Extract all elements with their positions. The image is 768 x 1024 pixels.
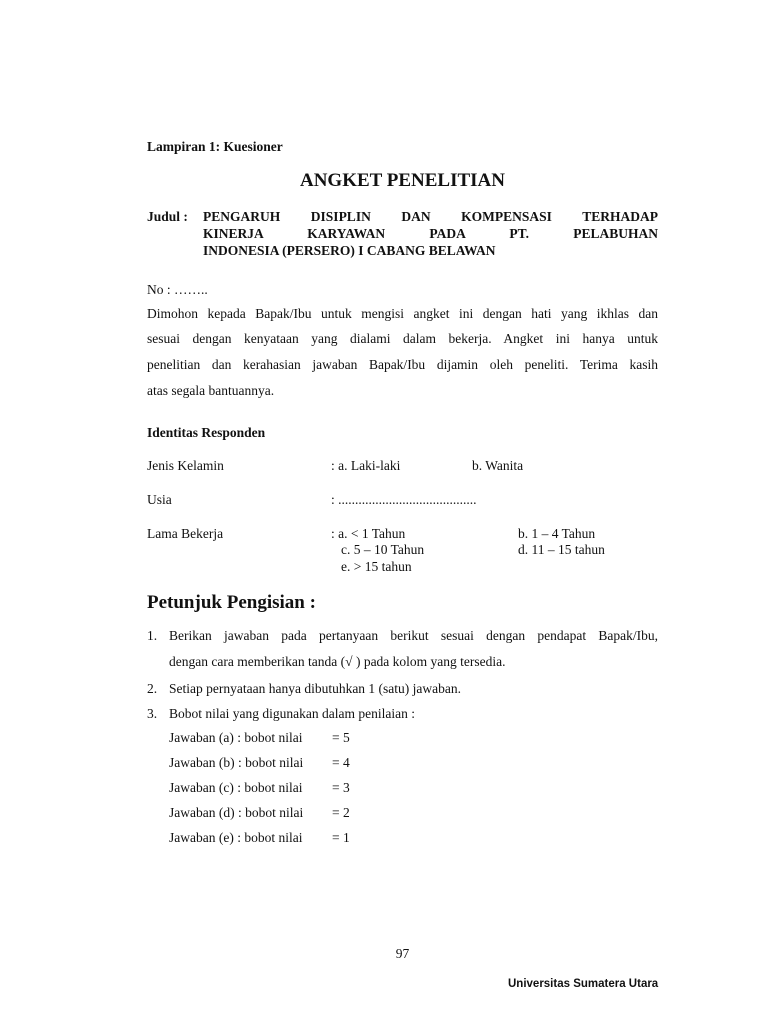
weight-c-label: Jawaban (c) : bobot nilai bbox=[169, 780, 303, 795]
instruction-1-line-1: Berikan jawaban pada pertanyaan berikut sesuai dengan pendapat Bapak/Ibu, bbox=[169, 628, 658, 643]
page-title: ANGKET PENELITIAN bbox=[299, 170, 505, 191]
intro-line-1: Dimohon kepada Bapak/Ibu untuk mengisi angket ini dengan hati yang ikhlas dan bbox=[147, 306, 658, 321]
instruction-2-text: Setiap pernyataan hanya dibutuhkan 1 (satu) jawaban. bbox=[169, 681, 462, 696]
weight-c-value: = 3 bbox=[332, 780, 350, 795]
intro-line-2: sesuai dengan kenyataan yang dialami dalam bekerja. Angket ini hanya untuk bbox=[147, 331, 658, 346]
intro-line-4: atas segala bantuannya. bbox=[147, 383, 275, 398]
page-number: 97 bbox=[395, 946, 410, 961]
gender-label: Jenis Kelamin bbox=[147, 458, 224, 473]
identity-heading: Identitas Responden bbox=[147, 425, 266, 440]
weight-a-value: = 5 bbox=[332, 730, 350, 745]
tenure-option-c: c. 5 – 10 Tahun bbox=[341, 542, 425, 557]
weight-b-label: Jawaban (b) : bobot nilai bbox=[169, 755, 304, 770]
age-value: : ......................................... bbox=[331, 492, 477, 507]
appendix-label: Lampiran 1: Kuesioner bbox=[147, 139, 283, 154]
weight-b-value: = 4 bbox=[332, 755, 350, 770]
instruction-3-number: 3. bbox=[147, 706, 158, 721]
respondent-number: No : …….. bbox=[147, 282, 208, 297]
tenure-label: Lama Bekerja bbox=[147, 526, 224, 541]
gender-option-b: b. Wanita bbox=[472, 458, 524, 473]
gender-option-a: : a. Laki-laki bbox=[331, 458, 401, 473]
judul-line-2: KINERJA KARYAWAN PADA PT. PELABUHAN bbox=[203, 226, 658, 241]
weight-d-value: = 2 bbox=[332, 805, 350, 820]
intro-line-3: penelitian dan kerahasian jawaban Bapak/Ibu dijamin oleh peneliti. Terima kasih bbox=[147, 357, 658, 372]
weight-e-value: = 1 bbox=[332, 830, 350, 845]
judul-line-1: PENGARUH DISIPLIN DAN KOMPENSASI TERHADAP bbox=[203, 209, 658, 224]
judul-line-3: INDONESIA (PERSERO) I CABANG BELAWAN bbox=[203, 243, 496, 258]
weight-a-label: Jawaban (a) : bobot nilai bbox=[169, 730, 303, 745]
instruction-3-text: Bobot nilai yang digunakan dalam penilaian : bbox=[169, 706, 415, 721]
tenure-option-e: e. > 15 tahun bbox=[341, 559, 412, 574]
weight-d-label: Jawaban (d) : bobot nilai bbox=[169, 805, 304, 820]
instruction-2-number: 2. bbox=[147, 681, 158, 696]
weight-e-label: Jawaban (e) : bobot nilai bbox=[169, 830, 303, 845]
tenure-option-a: : a. < 1 Tahun bbox=[331, 526, 406, 541]
instruction-1-number: 1. bbox=[147, 628, 158, 643]
footer-university: Universitas Sumatera Utara bbox=[508, 978, 659, 990]
instructions-heading: Petunjuk Pengisian : bbox=[147, 592, 316, 613]
tenure-option-b: b. 1 – 4 Tahun bbox=[518, 526, 596, 541]
age-label: Usia bbox=[147, 492, 172, 507]
tenure-option-d: d. 11 – 15 tahun bbox=[518, 542, 605, 557]
judul-label: Judul : bbox=[147, 209, 188, 224]
instruction-1-line-2: dengan cara memberikan tanda (√ ) pada kolom yang tersedia. bbox=[169, 654, 506, 669]
